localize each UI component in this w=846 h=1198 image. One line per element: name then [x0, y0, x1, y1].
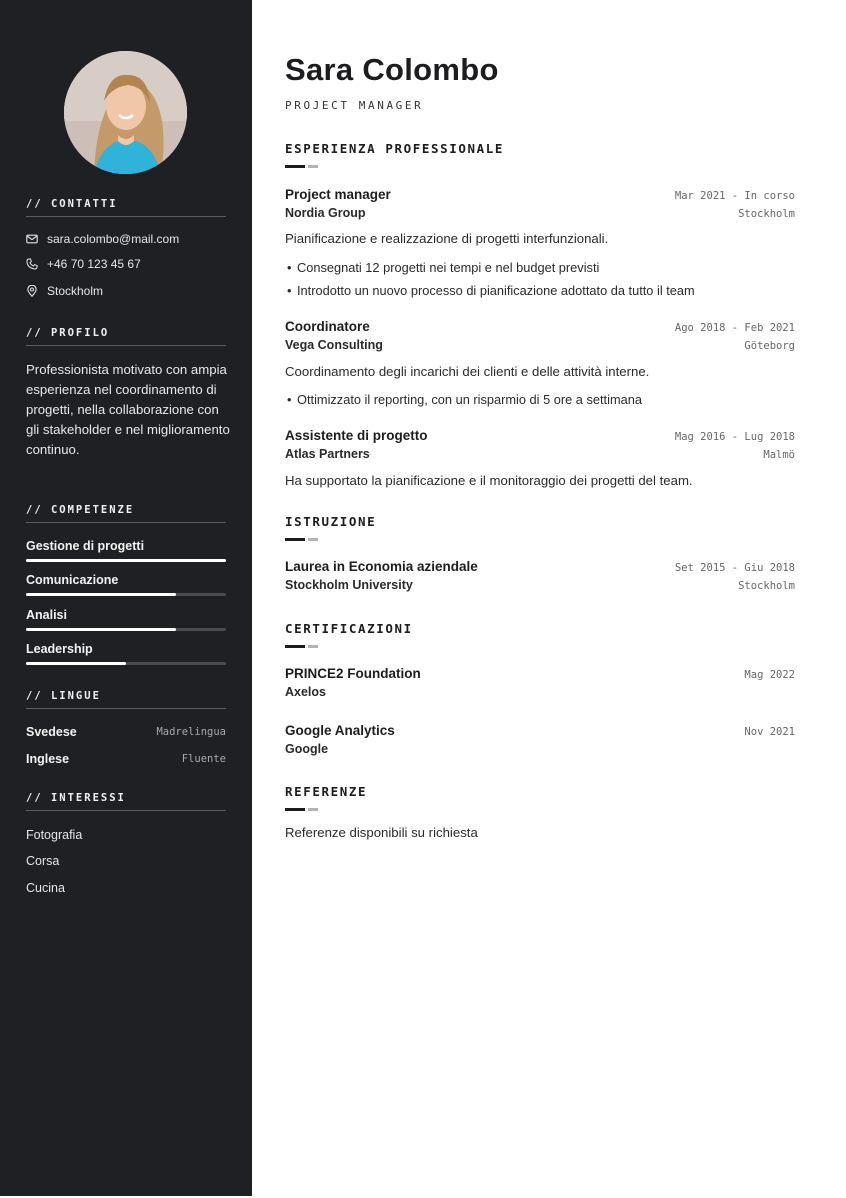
role-location: Göteborg	[744, 340, 795, 352]
skill-bar	[26, 559, 226, 562]
interest-item: Corsa	[26, 854, 60, 868]
contact-phone[interactable]	[26, 257, 141, 271]
certification-issuer: Axelos	[285, 685, 326, 699]
language-level: Madrelingua	[156, 726, 226, 738]
experience-item	[285, 187, 795, 220]
section-accent	[285, 808, 319, 811]
language-name: Inglese	[26, 752, 70, 766]
contacts-heading: // CONTATTI	[26, 198, 226, 217]
education-item	[285, 559, 795, 592]
interest-item: Cucina	[26, 881, 65, 895]
interest-item: Fotografia	[26, 828, 83, 842]
mail-icon	[26, 233, 38, 245]
interests-heading: // INTERESSI	[26, 792, 226, 811]
sidebar	[0, 0, 252, 1196]
degree-title: Laurea in Economia aziendale	[285, 559, 478, 574]
contact-location	[26, 284, 103, 298]
language-item	[26, 752, 226, 766]
section-accent	[285, 165, 319, 168]
skills-heading: // COMPETENZE	[26, 504, 226, 523]
skill-item	[26, 642, 226, 665]
language-name: Svedese	[26, 725, 77, 739]
contact-email-text: sara.colombo@mail.com	[47, 232, 180, 246]
role-dates: Mar 2021 - In corso	[674, 190, 795, 202]
profile-heading: // PROFILO	[26, 327, 226, 346]
skill-bar-fill	[26, 662, 126, 665]
role-title: Assistente di progetto	[285, 428, 428, 443]
contact-email[interactable]	[26, 232, 179, 246]
role-title: Project manager	[285, 187, 391, 202]
role-title: Coordinatore	[285, 319, 370, 334]
skill-label: Leadership	[26, 642, 93, 656]
school-name: Stockholm University	[285, 578, 413, 592]
skill-bar	[26, 628, 226, 631]
certification-title: PRINCE2 Foundation	[285, 666, 421, 681]
role-bullet: • Consegnati 12 progetti nei tempi e nel budget previsti	[297, 260, 599, 275]
role-description: Coordinamento degli incarichi dei clienti e delle attività interne.	[285, 364, 650, 379]
references-heading: REFERENZE	[285, 784, 368, 799]
role-description: Pianificazione e realizzazione di progetti interfunzionali.	[285, 231, 609, 246]
role-company: Vega Consulting	[285, 338, 383, 352]
skill-item	[26, 573, 226, 596]
role-dates: Mag 2016 - Lug 2018	[674, 431, 795, 443]
skill-bar	[26, 593, 226, 596]
degree-dates: Set 2015 - Giu 2018	[674, 562, 795, 574]
profile-photo	[64, 51, 187, 174]
references-text: Referenze disponibili su richiesta	[285, 825, 478, 840]
contact-location-text: Stockholm	[47, 284, 104, 298]
language-level: Fluente	[181, 753, 226, 765]
phone-icon	[26, 258, 38, 270]
certification-date: Mag 2022	[744, 669, 795, 681]
school-location: Stockholm	[738, 580, 795, 592]
skill-item	[26, 608, 226, 631]
skill-bar-fill	[26, 628, 176, 631]
experience-heading: ESPERIENZA PROFESSIONALE	[285, 141, 505, 156]
certification-issuer: Google	[285, 742, 329, 756]
job-title: PROJECT MANAGER	[285, 99, 424, 112]
role-location: Stockholm	[738, 208, 795, 220]
profile-photo-image	[64, 51, 187, 174]
skill-bar-fill	[26, 559, 226, 562]
certification-date: Nov 2021	[744, 726, 795, 738]
languages-heading: // LINGUE	[26, 690, 226, 709]
skill-item	[26, 539, 226, 562]
skill-label: Analisi	[26, 608, 67, 622]
certification-item	[285, 723, 795, 756]
certification-title: Google Analytics	[285, 723, 395, 738]
role-company: Nordia Group	[285, 206, 366, 220]
role-bullet: • Ottimizzato il reporting, con un risparmio di 5 ore a settimana	[297, 392, 642, 407]
certifications-heading: CERTIFICAZIONI	[285, 621, 413, 636]
role-description: Ha supportato la pianificazione e il monitoraggio dei progetti del team.	[285, 473, 693, 488]
contact-phone-text: +46 70 123 45 67	[47, 257, 141, 271]
location-pin-icon	[26, 285, 38, 297]
main-content	[252, 0, 846, 1198]
role-dates: Ago 2018 - Feb 2021	[674, 322, 795, 334]
skill-bar-fill	[26, 593, 176, 596]
certification-item	[285, 666, 795, 699]
role-bullet: • Introdotto un nuovo processo di pianificazione adottato da tutto il team	[297, 283, 695, 298]
person-name: Sara Colombo	[285, 52, 499, 87]
role-location: Malmö	[763, 449, 795, 461]
skill-label: Comunicazione	[26, 573, 119, 587]
education-heading: ISTRUZIONE	[285, 514, 377, 529]
section-accent	[285, 645, 319, 648]
skill-bar	[26, 662, 226, 665]
language-item	[26, 725, 226, 739]
profile-text: Professionista motivato con ampia esperienza nel coordinamento di progetti, nella collaborazione con gli stakeholder e nel miglioramento continuo.	[26, 362, 230, 457]
skill-label: Gestione di progetti	[26, 539, 145, 553]
section-accent	[285, 538, 319, 541]
experience-item	[285, 319, 795, 352]
role-company: Atlas Partners	[285, 447, 370, 461]
experience-item	[285, 428, 795, 461]
